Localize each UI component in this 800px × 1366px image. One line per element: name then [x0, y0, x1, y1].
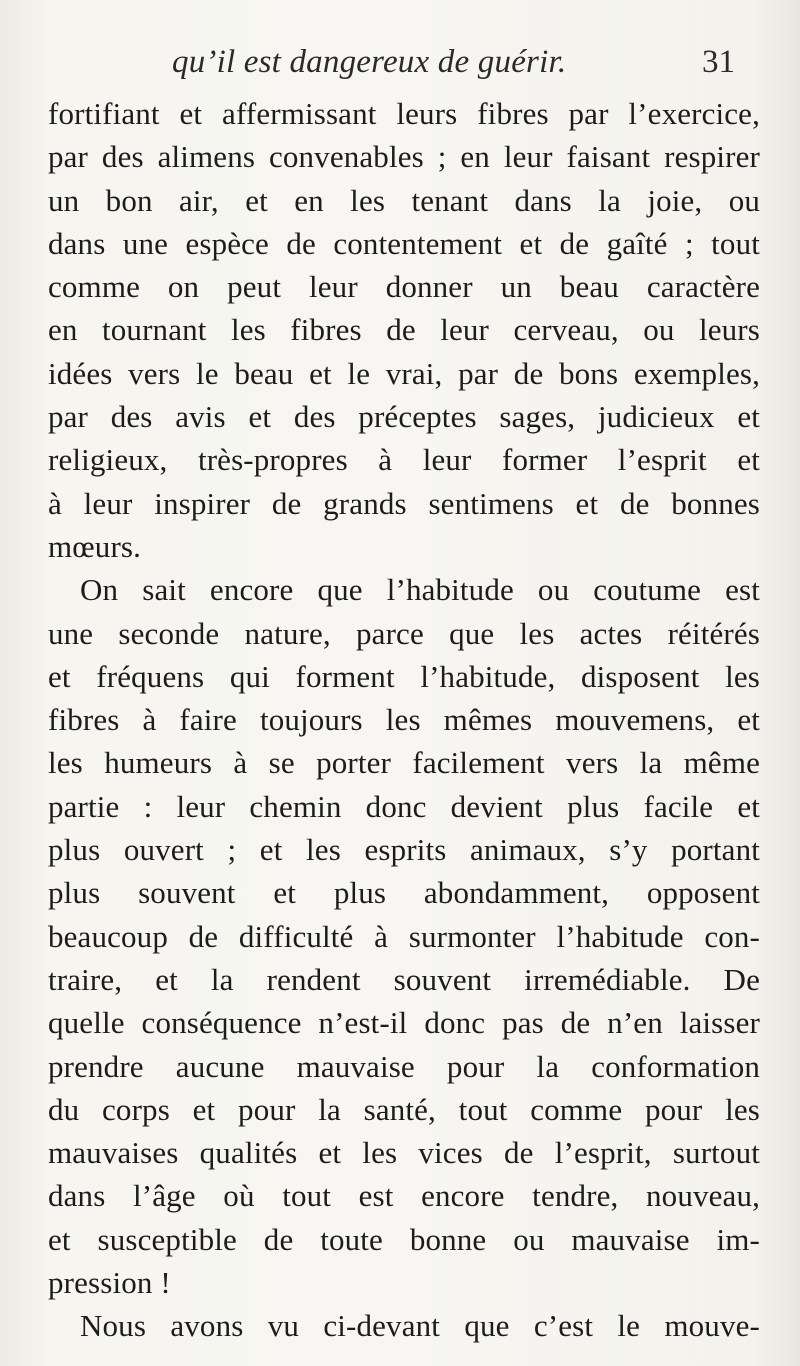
text-line: en tournant les fibres de leur cerveau, ou leurs — [48, 312, 760, 348]
text-line: et fréquens qui forment l’habitude, disposent les — [48, 658, 760, 694]
text-line: les humeurs à se porter facilement vers la même — [48, 745, 760, 781]
body-text — [48, 92, 760, 1348]
text-line: dans l’âge où tout est encore tendre, nouveau, — [48, 1178, 760, 1214]
text-line: par des avis et des préceptes sages, judicieux et — [48, 399, 760, 435]
text-line: un bon air, et en les tenant dans la joie, ou — [48, 182, 760, 218]
page-header — [0, 36, 800, 86]
running-title: qu’il est dangereux de guérir. — [172, 44, 567, 80]
text-line: et susceptible de toute bonne ou mauvaise im- — [48, 1221, 760, 1257]
text-line: fibres à faire toujours les mêmes mouvemens, et — [48, 702, 760, 738]
text-line: traire, et la rendent souvent irremédiable. De — [48, 961, 760, 997]
text-line: comme on peut leur donner un beau caractère — [48, 269, 760, 305]
text-line: plus souvent et plus abondamment, opposent — [48, 875, 760, 911]
text-line: beaucoup de difficulté à surmonter l’habitude con- — [48, 918, 760, 954]
text-line: du corps et pour la santé, tout comme pour les — [48, 1091, 760, 1127]
text-line: à leur inspirer de grands sentimens et de bonnes — [48, 485, 760, 521]
text-line: dans une espèce de contentement et de gaîté ; tout — [48, 225, 760, 261]
text-line: idées vers le beau et le vrai, par de bons exemples, — [48, 355, 760, 391]
text-line: mœurs. — [48, 528, 142, 564]
page-number: 31 — [702, 44, 735, 80]
paragraph — [48, 1304, 760, 1347]
text-line: plus ouvert ; et les esprits animaux, s’y portant — [48, 832, 760, 868]
text-line: mauvaises qualités et les vices de l’esprit, surtout — [48, 1135, 760, 1171]
paragraph — [48, 568, 760, 1304]
text-line: prendre aucune mauvaise pour la conformation — [48, 1048, 760, 1084]
text-line: Nous avons vu ci-devant que c’est le mouve- — [80, 1308, 760, 1344]
text-line: fortifiant et affermissant leurs fibres par l’exercice, — [48, 96, 760, 131]
text-line: par des alimens convenables ; en leur faisant respirer — [48, 139, 760, 175]
paragraph — [48, 92, 760, 568]
text-line: partie : leur chemin donc devient plus facile et — [48, 788, 760, 824]
text-line: religieux, très-propres à leur former l’esprit et — [48, 442, 760, 478]
text-line: On sait encore que l’habitude ou coutume est — [80, 572, 760, 608]
text-line: pression ! — [48, 1265, 171, 1301]
text-line: quelle conséquence n’est-il donc pas de n’en laisser — [48, 1005, 760, 1041]
text-line: une seconde nature, parce que les actes réitérés — [48, 615, 760, 651]
